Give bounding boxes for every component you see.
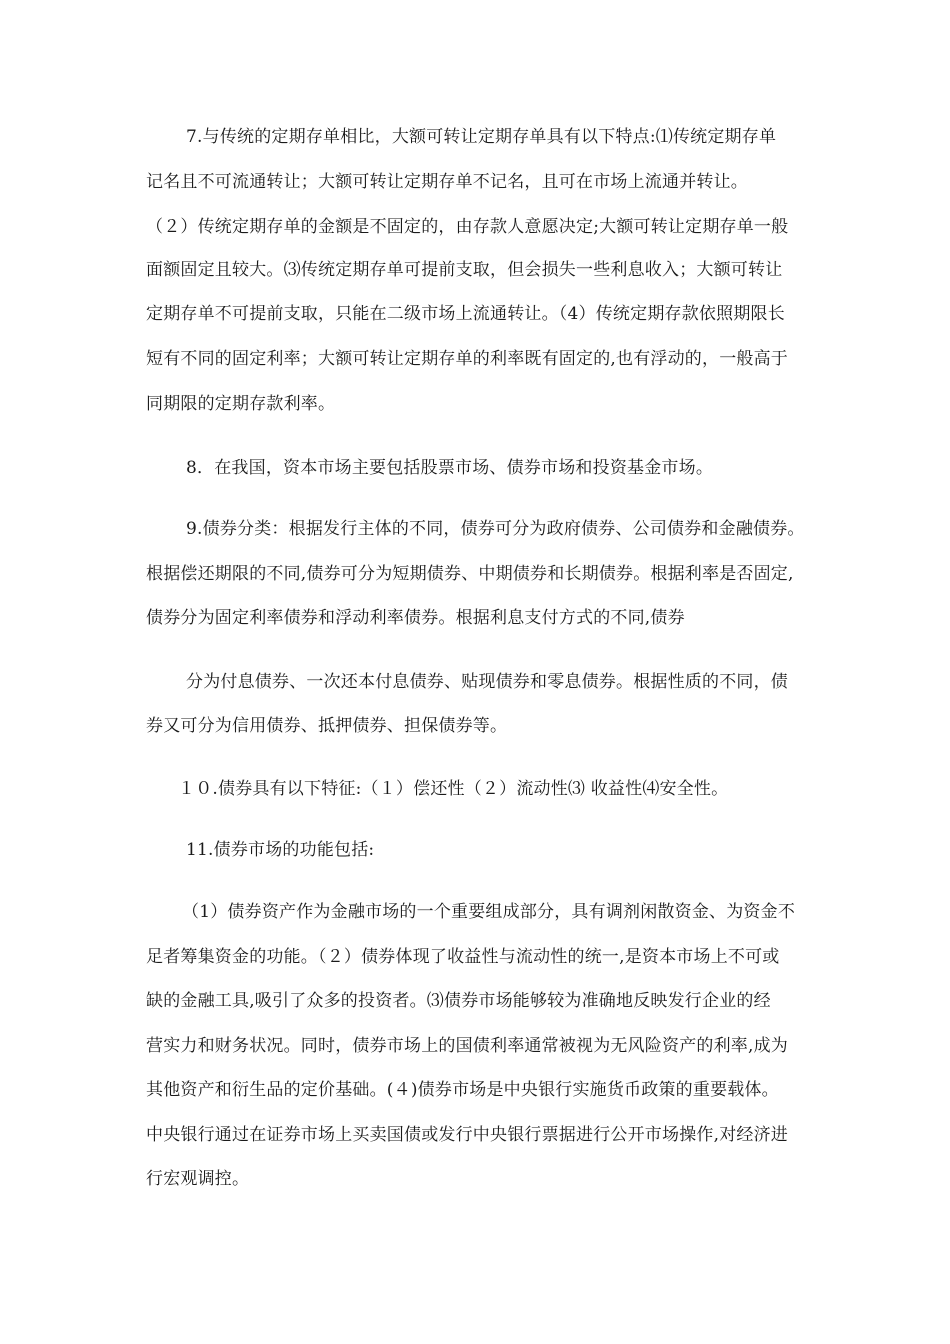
paragraph-7-line-7: 同期限的定期存款利率。 <box>146 394 336 414</box>
paragraph-11-line-6: 中央银行通过在证券市场上买卖国债或发行中央银行票据进行公开市场操作,对经济进 <box>146 1125 789 1145</box>
paragraph-11-line-1: （1）债券资产作为金融市场的一个重要组成部分，具有调剂闲散资金、为资金不 <box>182 902 796 922</box>
paragraph-7-line-1: 7.与传统的定期存单相比，大额可转让定期存单具有以下特点:⑴传统定期存单 <box>186 127 777 147</box>
paragraph-9-line-1: 9.债券分类：根据发行主体的不同，债券可分为政府债券、公司债券和金融债券。 <box>186 519 805 539</box>
paragraph-9-line-2: 根据偿还期限的不同,债券可分为短期债券、中期债券和长期债券。根据利率是否固定, <box>146 564 794 584</box>
paragraph-11-line-5: 其他资产和衍生品的定价基础。(４)债券市场是中央银行实施货币政策的重要载体。 <box>146 1080 779 1100</box>
paragraph-9b-line-1: 分为付息债券、一次还本付息债券、贴现债券和零息债券。根据性质的不同，债 <box>186 672 788 692</box>
paragraph-11-line-3: 缺的金融工具,吸引了众多的投资者。⑶债券市场能够较为准确地反映发行企业的经 <box>146 991 771 1011</box>
paragraph-7-line-3: （２）传统定期存单的金额是不固定的，由存款人意愿决定;大额可转让定期存单一般 <box>146 217 789 237</box>
paragraph-7-line-2: 记名且不可流通转让；大额可转让定期存单不记名，且可在市场上流通并转让。 <box>146 172 748 192</box>
paragraph-11-line-2: 足者筹集资金的功能。（２）债券体现了收益性与流动性的统一,是资本市场上不可或 <box>146 947 780 967</box>
paragraph-10-line-1: １０.债券具有以下特征:（１）偿还性（２）流动性⑶ 收益性⑷安全性。 <box>178 779 729 799</box>
paragraph-9-line-3: 债券分为固定利率债券和浮动利率债券。根据利息支付方式的不同,债券 <box>146 608 685 628</box>
paragraph-7-line-5: 定期存单不可提前支取，只能在二级市场上流通转让。（4）传统定期存款依照期限长 <box>146 304 785 324</box>
paragraph-7-line-6: 短有不同的固定利率；大额可转让定期存单的利率既有固定的,也有浮动的，一般高于 <box>146 349 789 369</box>
paragraph-7-line-4: 面额固定且较大。⑶传统定期存单可提前支取，但会损失一些利息收入；大额可转让 <box>146 260 783 280</box>
paragraph-11-line-7: 行宏观调控。 <box>146 1169 250 1189</box>
paragraph-9b-line-2: 券又可分为信用债券、抵押债券、担保债券等。 <box>146 716 508 736</box>
paragraph-8-line-1: 8．在我国，资本市场主要包括股票市场、债券市场和投资基金市场。 <box>186 458 714 478</box>
paragraph-11-heading: 11.债券市场的功能包括: <box>186 840 375 860</box>
paragraph-11-line-4: 营实力和财务状况。同时，债券市场上的国债利率通常被视为无风险资产的利率,成为 <box>146 1036 789 1056</box>
